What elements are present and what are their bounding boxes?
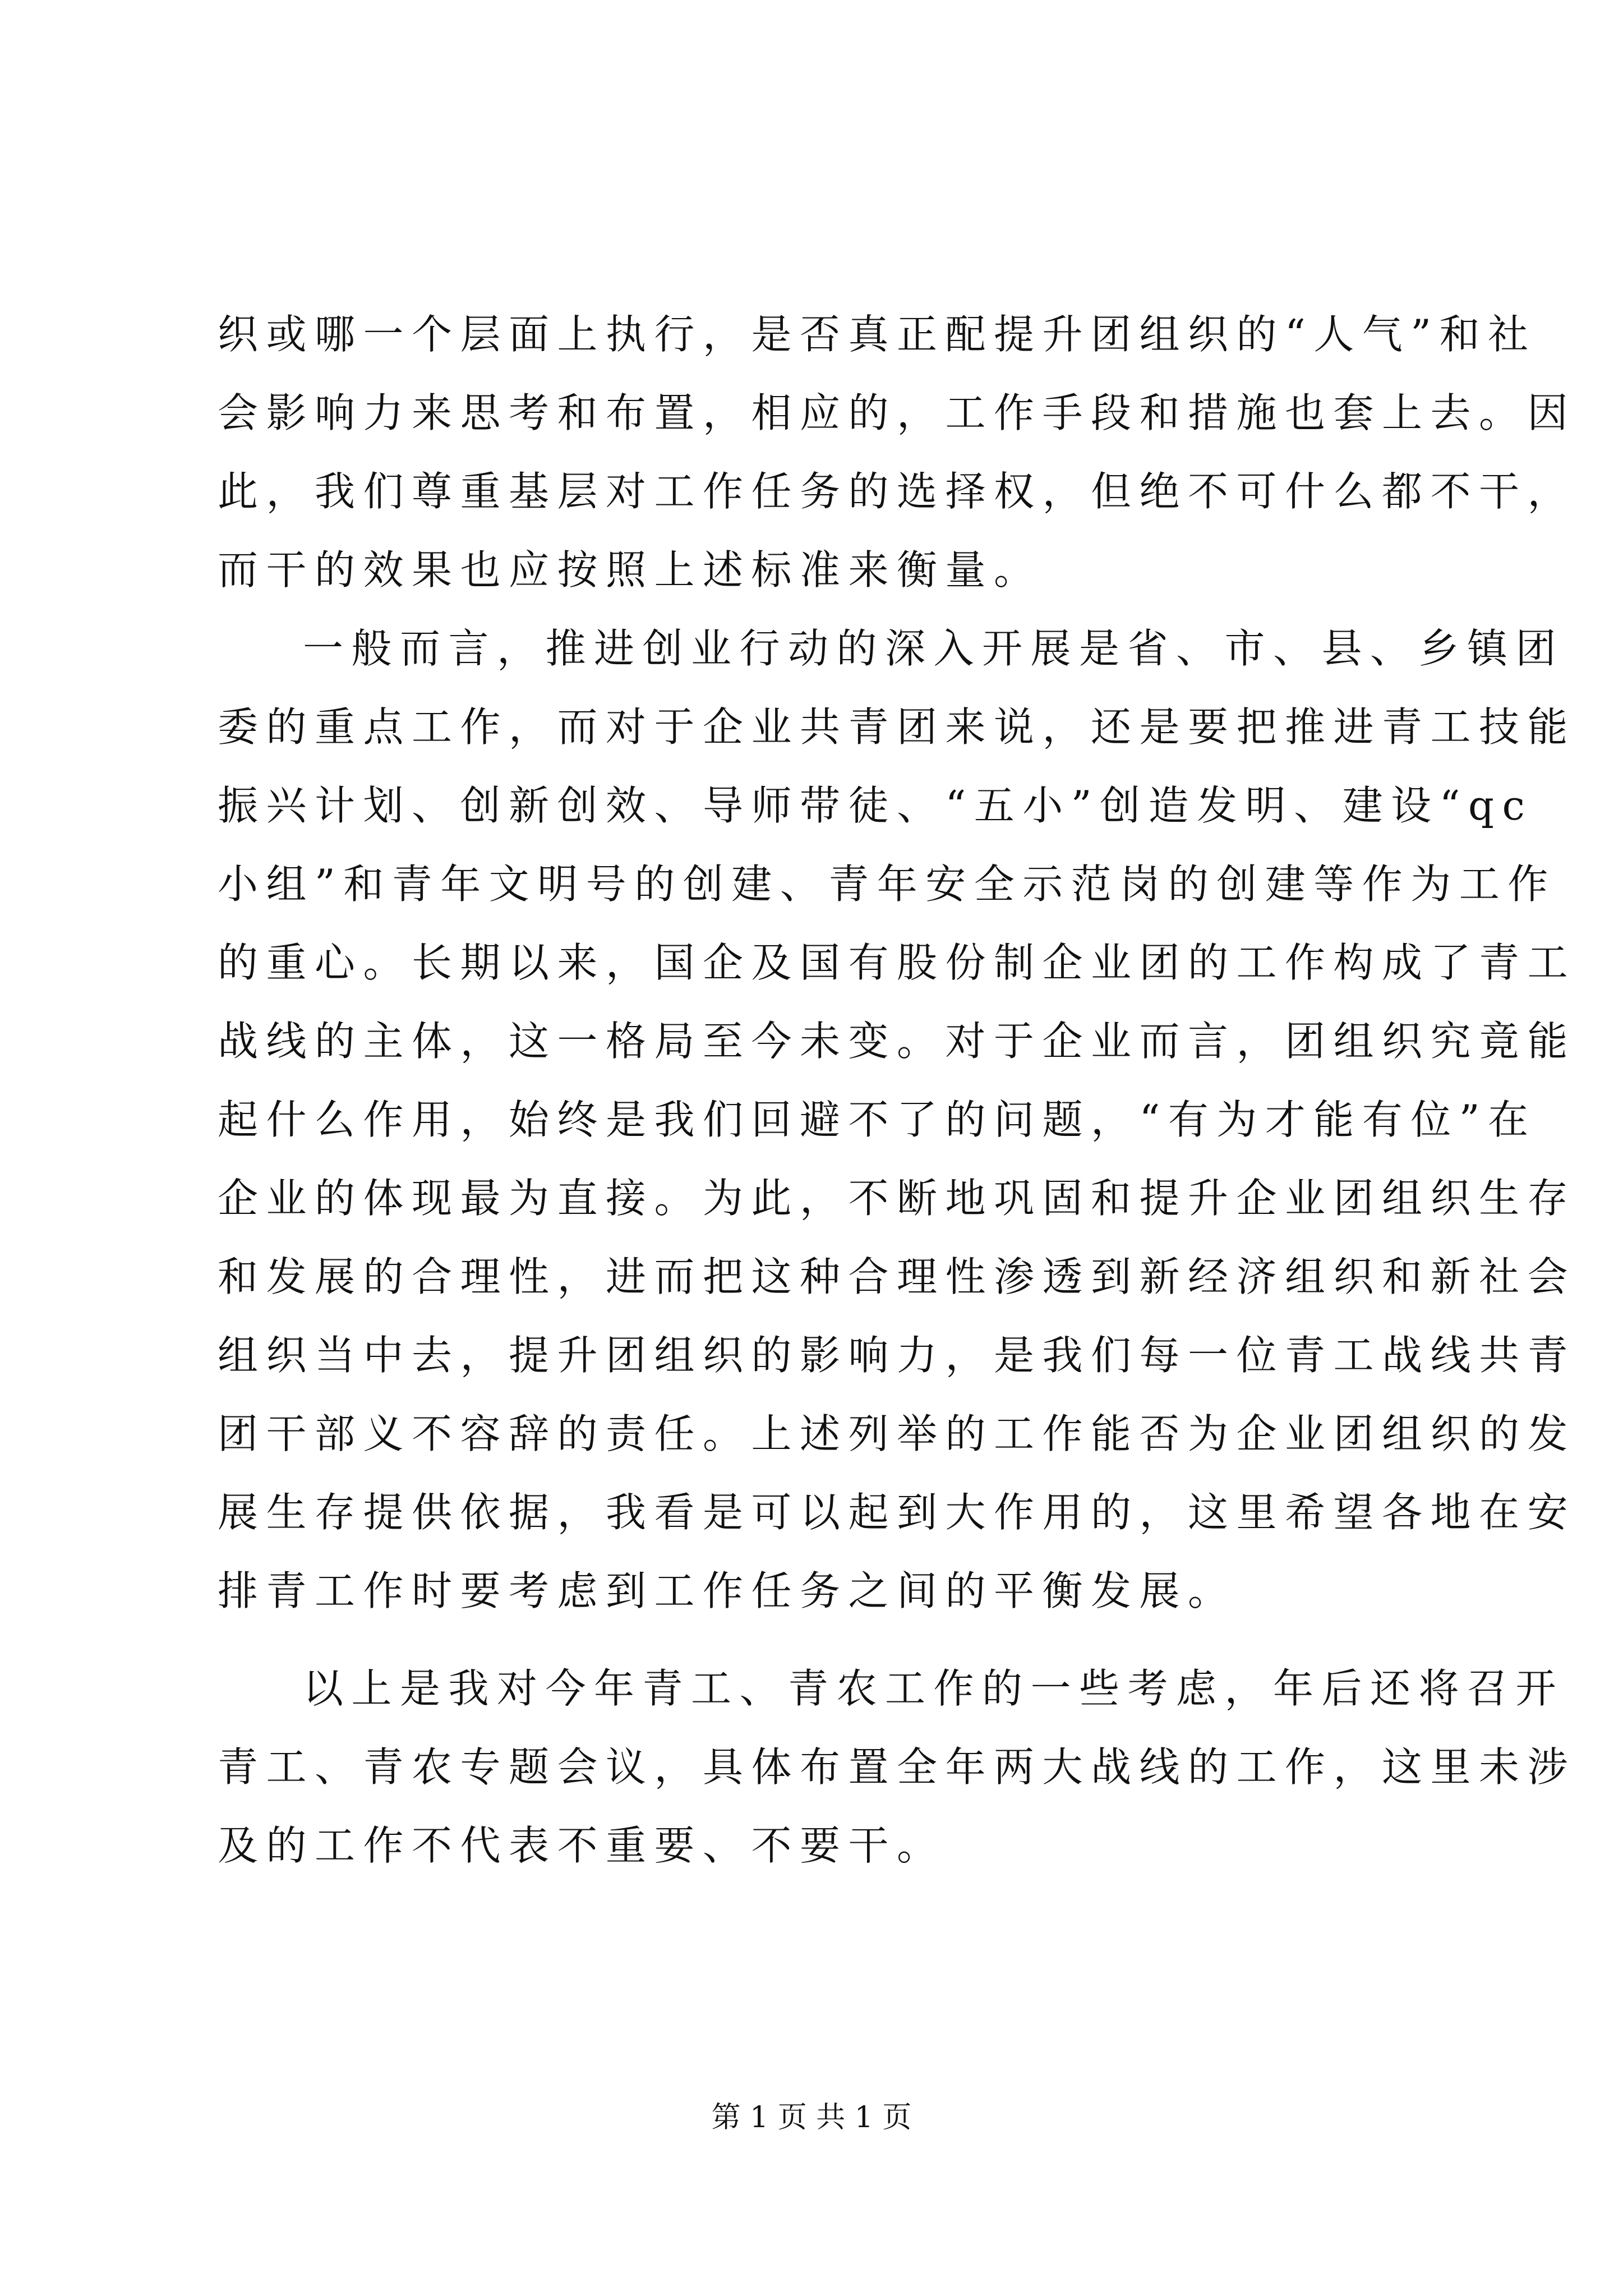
text-line: 委的重点工作，而对于企业共青团来说，还是要把推进青工技能	[218, 703, 1576, 751]
text-line: 青工、青农专题会议，具体布置全年两大战线的工作，这里未涉	[218, 1743, 1576, 1791]
text-line: 组织当中去，提升团组织的影响力，是我们每一位青工战线共青	[218, 1332, 1576, 1379]
text-line: 振兴计划、创新创效、导师带徒、“五小”创造发明、建设“qc	[218, 782, 1533, 829]
text-line: 而干的效果也应按照上述标准来衡量。	[218, 546, 1043, 593]
text-line: 和发展的合理性，进而把这种合理性渗透到新经济组织和新社会	[218, 1253, 1576, 1300]
paragraph-first-line: 以上是我对今年青工、青农工作的一些考虑，年后还将召开	[303, 1665, 1565, 1712]
text-line: 会影响力来思考和布置，相应的，工作手段和措施也套上去。因	[218, 389, 1576, 436]
page-number-footer: 第 1 页 共 1 页	[711, 2101, 912, 2134]
paragraph-first-line: 一般而言，推进创业行动的深入开展是省、市、县、乡镇团	[303, 625, 1565, 672]
text-line: 企业的体现最为直接。为此，不断地巩固和提升企业团组织生存	[218, 1175, 1576, 1222]
text-line: 排青工作时要考虑到工作任务之间的平衡发展。	[218, 1567, 1237, 1614]
text-line: 的重心。长期以来，国企及国有股份制企业团的工作构成了青工	[218, 939, 1576, 986]
text-line: 起什么作用，始终是我们回避不了的问题，“有为才能有位”在	[218, 1096, 1537, 1143]
text-line: 战线的主体，这一格局至今未变。对于企业而言，团组织究竟能	[218, 1018, 1576, 1065]
text-line: 及的工作不代表不重要、不要干。	[218, 1822, 946, 1869]
text-line: 此，我们尊重基层对工作任务的选择权，但绝不可什么都不干，	[218, 468, 1576, 515]
text-line: 团干部义不容辞的责任。上述列举的工作能否为企业团组织的发	[218, 1410, 1576, 1457]
text-line: 展生存提供依据，我看是可以起到大作用的，这里希望各地在安	[218, 1489, 1576, 1536]
text-line: 织或哪一个层面上执行，是否真正配提升团组织的“人气”和社	[218, 311, 1537, 358]
text-line: 小组”和青年文明号的创建、青年安全示范岗的创建等作为工作	[218, 861, 1556, 908]
